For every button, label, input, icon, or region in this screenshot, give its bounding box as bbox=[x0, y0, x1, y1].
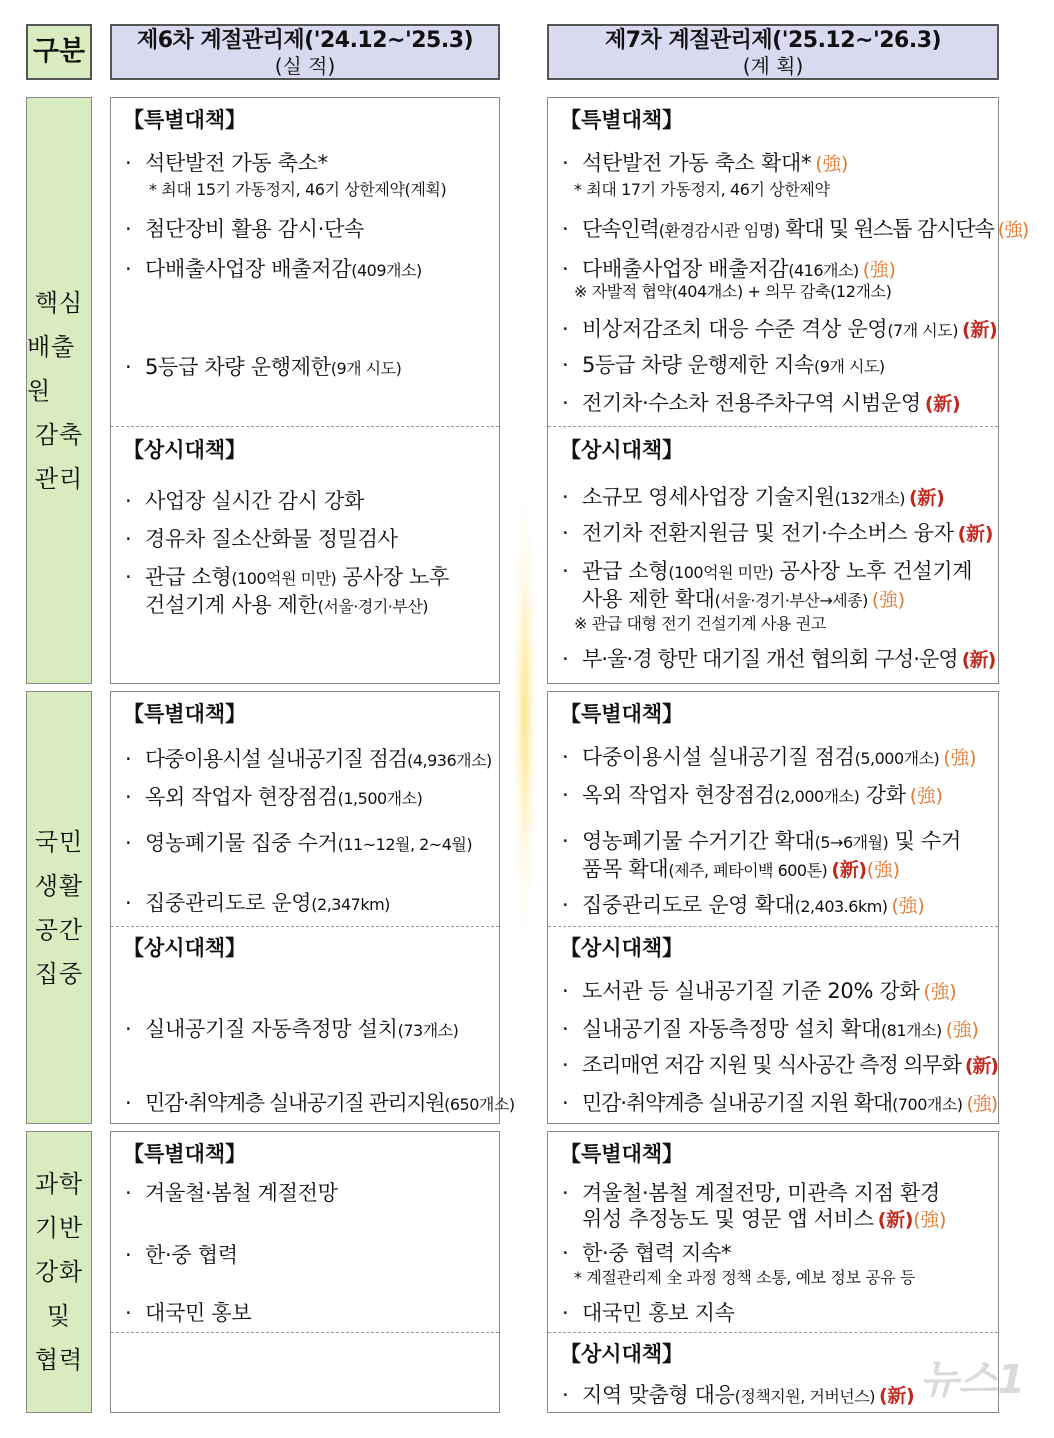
list-item: · 경유차 질소산화물 정밀검사 bbox=[125, 527, 398, 551]
col1-title: 제6차 계절관리제('24.12~'25.3) bbox=[136, 28, 474, 53]
col1-header bbox=[110, 24, 500, 80]
section-divider bbox=[548, 1332, 998, 1333]
category-label-line: 공간 bbox=[34, 915, 84, 944]
list-item: · 도서관 등 실내공기질 기준 20% 강화 (強) bbox=[562, 979, 957, 1003]
list-item: · 다배출사업장 배출저감(416개소) (強) bbox=[562, 257, 896, 281]
category-label-line: 과학 bbox=[34, 1170, 84, 1198]
list-item: · 다배출사업장 배출저감(409개소) bbox=[125, 257, 422, 281]
col1-subtitle: (실 적) bbox=[274, 54, 336, 78]
footnote: ※ 자발적 협약(404개소) + 의무 감축(12개소) bbox=[574, 282, 892, 301]
category-label-line: 및 bbox=[46, 1302, 72, 1330]
list-item: · 5등급 차량 운행제한 지속(9개 시도) bbox=[562, 353, 885, 377]
list-item: · 민감·취약계층 실내공기질 지원 확대(700개소) (強) bbox=[562, 1091, 998, 1115]
list-item: · 다중이용시설 실내공기질 점검(5,000개소) (強) bbox=[562, 745, 977, 769]
section-divider bbox=[111, 426, 499, 427]
list-item: · 집중관리도로 운영 확대(2,403.6km) (強) bbox=[562, 893, 925, 917]
list-item: · 단속인력(환경감시관 임명) 확대 및 원스톱 감시단속 (強) bbox=[562, 217, 1029, 241]
category-label-line: 감축 bbox=[34, 420, 84, 449]
list-item: · 소규모 영세사업장 기술지원(132개소) (新) bbox=[562, 485, 945, 509]
list-item: · 겨울철·봄철 계절전망 bbox=[125, 1181, 338, 1205]
category-label-3 bbox=[26, 1131, 92, 1413]
category-header: 구분 bbox=[26, 24, 92, 80]
list-item: · 집중관리도로 운영(2,347km) bbox=[125, 891, 390, 915]
category-label-line: 국민 bbox=[34, 827, 84, 856]
watermark-logo: 뉴스1 bbox=[920, 1357, 1026, 1403]
list-item: · 대국민 홍보 지속 bbox=[562, 1301, 735, 1325]
list-item: · 부·울·경 항만 대기질 개선 협의회 구성·운영 (新) bbox=[562, 647, 996, 671]
category-label-1 bbox=[26, 97, 92, 684]
row3-col1-box bbox=[110, 1131, 500, 1413]
category-label-2 bbox=[26, 691, 92, 1124]
list-item: · 민감·취약계층 실내공기질 관리지원(650개소) bbox=[125, 1091, 515, 1115]
center-glow-decoration bbox=[513, 500, 537, 930]
list-item: · 지역 맞춤형 대응(정책지원, 거버넌스) (新) bbox=[562, 1383, 915, 1407]
section-regular: 【상시대책】 bbox=[560, 438, 684, 462]
row1-col1-box bbox=[110, 97, 500, 684]
list-item: · 사업장 실시간 감시 강화 bbox=[125, 489, 364, 513]
list-item: · 비상저감조치 대응 수준 격상 운영(7개 시도) (新) bbox=[562, 317, 998, 341]
list-item: · 관급 소형(100억원 미만) 공사장 노후 건설기계 사용 제한(서울·경기·부산) bbox=[125, 565, 449, 617]
section-regular: 【상시대책】 bbox=[560, 1342, 684, 1366]
list-item: · 첨단장비 활용 감시·단속 bbox=[125, 217, 364, 241]
list-item: · 다중이용시설 실내공기질 점검(4,936개소) bbox=[125, 747, 492, 771]
list-item: · 석탄발전 가동 축소 확대* (強) bbox=[562, 151, 849, 175]
list-item: · 조리매연 저감 지원 및 식사공간 측정 의무화 (新) bbox=[562, 1053, 998, 1077]
row2-col1-box bbox=[110, 691, 515, 1124]
list-item: · 전기차 전환지원금 및 전기·수소버스 융자 (新) bbox=[562, 521, 994, 545]
section-special: 【특별대책】 bbox=[123, 1142, 247, 1166]
category-label-line: 핵심 bbox=[34, 288, 84, 317]
category-label-line: 집중 bbox=[34, 959, 84, 988]
footnote: * 최대 15기 가동정지, 46기 상한제약(계획) bbox=[149, 180, 447, 199]
category-label-line: 생활 bbox=[34, 871, 84, 900]
category-label-line: 강화 bbox=[34, 1258, 84, 1286]
list-item: · 영농폐기물 집중 수거(11~12월, 2~4월) bbox=[125, 831, 473, 855]
section-special: 【특별대책】 bbox=[560, 1142, 684, 1166]
footnote: * 최대 17기 가동정지, 46기 상한제약 bbox=[574, 180, 830, 199]
list-item: · 영농폐기물 수거기간 확대(5→6개월) 및 수거 품목 확대(제주, 폐타이백 600톤) (新)(強) bbox=[562, 829, 961, 881]
section-special: 【특별대책】 bbox=[123, 702, 247, 726]
category-label-line: 배출원 bbox=[27, 332, 76, 405]
list-item: · 5등급 차량 운행제한(9개 시도) bbox=[125, 355, 402, 379]
category-label-line: 기반 bbox=[34, 1214, 84, 1242]
section-divider bbox=[548, 926, 998, 927]
col2-title: 제7차 계절관리제('25.12~'26.3) bbox=[604, 28, 942, 53]
section-regular: 【상시대책】 bbox=[560, 936, 684, 960]
section-divider bbox=[111, 926, 499, 927]
list-item: · 석탄발전 가동 축소* bbox=[125, 151, 328, 175]
category-label-line: 관리 bbox=[34, 464, 84, 493]
section-special: 【특별대책】 bbox=[123, 108, 247, 132]
section-divider bbox=[548, 426, 998, 427]
list-item: · 실내공기질 자동측정망 설치(73개소) bbox=[125, 1017, 459, 1041]
list-item: · 전기차·수소차 전용주차구역 시범운영 (新) bbox=[562, 391, 961, 415]
list-item: · 옥외 작업자 현장점검(2,000개소) 강화 (強) bbox=[562, 783, 943, 807]
section-special: 【특별대책】 bbox=[560, 108, 684, 132]
category-label-line: 협력 bbox=[34, 1346, 84, 1374]
section-divider bbox=[111, 1332, 499, 1333]
footnote: * 계절관리제 全 과정 정책 소통, 예보 정보 공유 등 bbox=[574, 1268, 916, 1287]
list-item: · 관급 소형(100억원 미만) 공사장 노후 건설기계 사용 제한 확대(서울·경기·부산→세종) (強) bbox=[562, 559, 973, 611]
col2-subtitle: (계 획) bbox=[742, 54, 804, 78]
row2-col2-box bbox=[547, 691, 999, 1124]
section-regular: 【상시대책】 bbox=[123, 936, 247, 960]
list-item: · 겨울철·봄철 계절전망, 미관측 지점 환경 위성 추정농도 및 영문 앱 서비스 (新)(強) bbox=[562, 1181, 947, 1231]
col2-header bbox=[547, 24, 999, 80]
row1-col2-box bbox=[547, 97, 1029, 684]
list-item: · 옥외 작업자 현장점검(1,500개소) bbox=[125, 785, 423, 809]
section-special: 【특별대책】 bbox=[560, 702, 684, 726]
list-item: · 한·중 협력 bbox=[125, 1243, 238, 1267]
section-regular: 【상시대책】 bbox=[123, 438, 247, 462]
footnote: ※ 관급 대형 전기 건설기계 사용 권고 bbox=[574, 614, 826, 633]
list-item: · 실내공기질 자동측정망 설치 확대(81개소) (強) bbox=[562, 1017, 979, 1041]
list-item: · 한·중 협력 지속* bbox=[562, 1241, 732, 1265]
list-item: · 대국민 홍보 bbox=[125, 1301, 252, 1325]
